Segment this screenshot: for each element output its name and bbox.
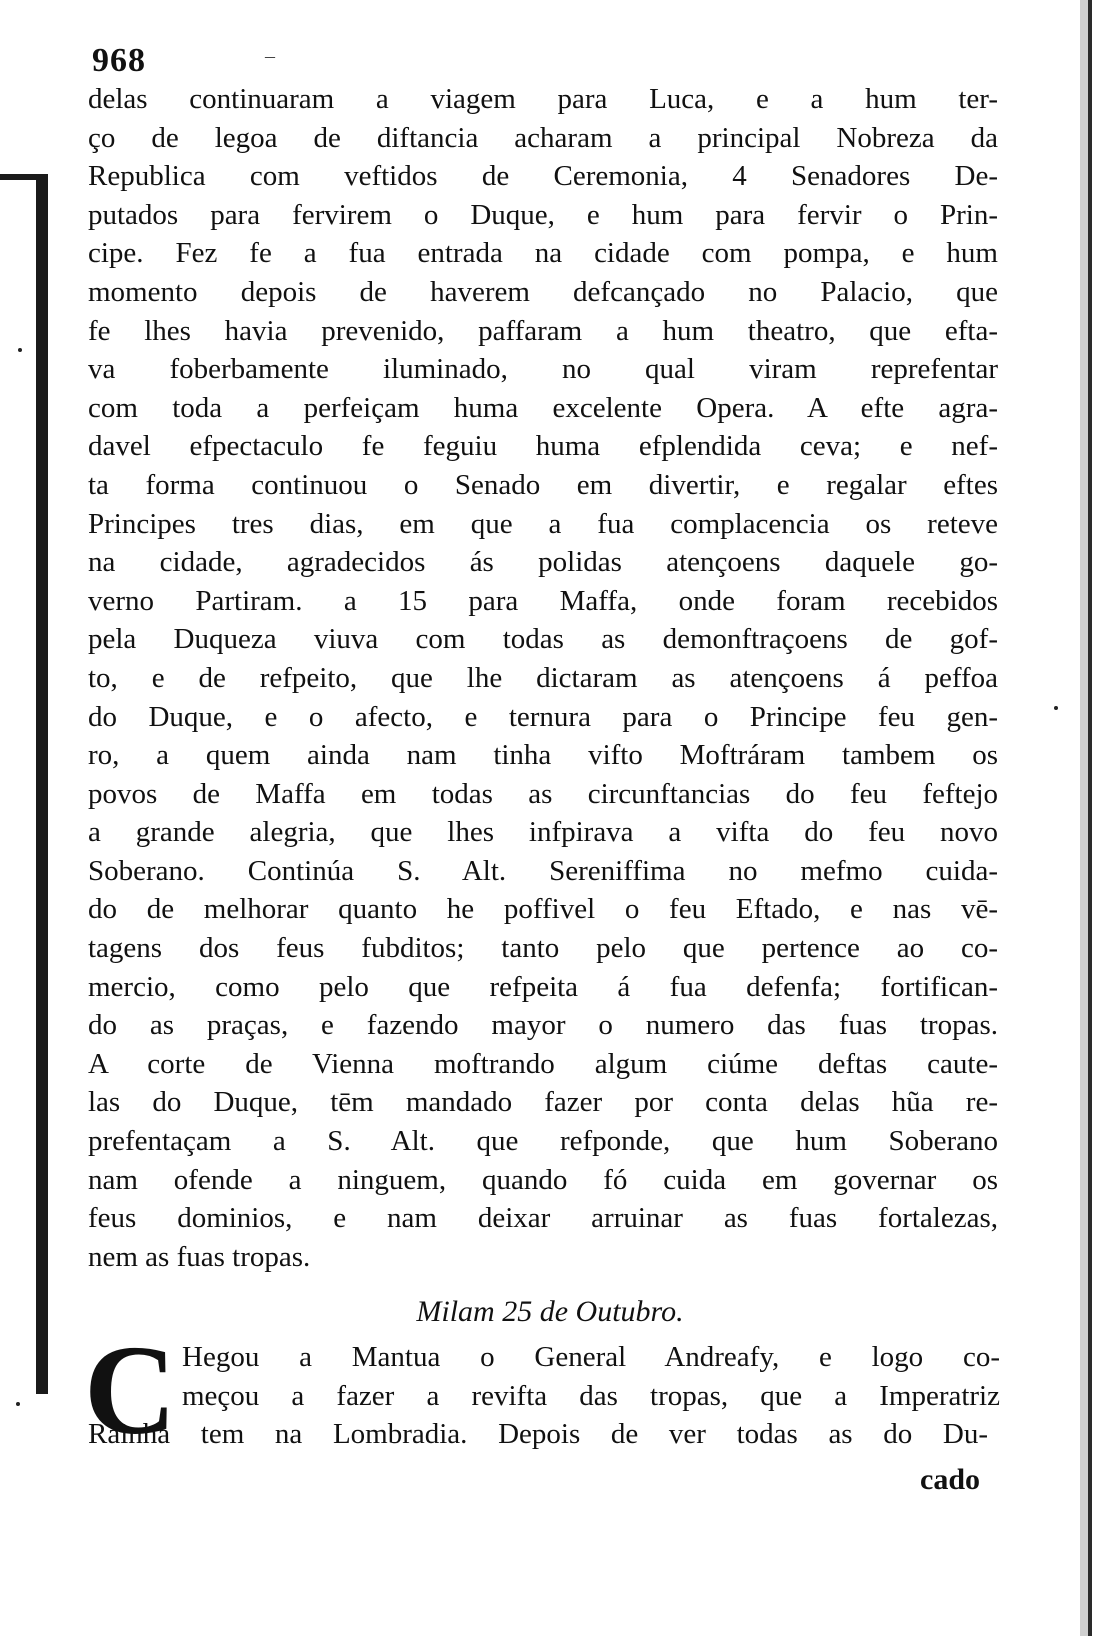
ink-speck xyxy=(16,1402,20,1406)
header-mark: – xyxy=(265,45,275,67)
text-line: putados para fervirem o Duque, e hum para fervir o Prin- xyxy=(88,198,998,231)
section-text xyxy=(88,1338,1000,1454)
text-line: A corte de Vienna moftrando algum ciúme deftas caute- xyxy=(88,1047,998,1080)
text-line: momento depois de haverem defcançado no Palacio, que xyxy=(88,275,998,308)
page-number: 968 xyxy=(92,42,146,79)
drop-cap: C xyxy=(84,1319,177,1461)
text-line: do as praças, e fazendo mayor o numero das fuas tropas. xyxy=(88,1009,998,1042)
binding-edge-left xyxy=(36,176,48,1394)
binding-edge-right xyxy=(1088,0,1092,1636)
text-line: nam ofende a ninguem, quando fó cuida em governar os xyxy=(88,1163,998,1196)
text-line: cipe. Fez fe a fua entrada na cidade com pompa, e hum xyxy=(88,237,998,270)
ink-speck xyxy=(18,348,22,352)
text-line: Soberano. Continúa S. Alt. Sereniffima no mefmo cuida- xyxy=(88,854,998,887)
text-line: ta forma continuou o Senado em divertir, e regalar eftes xyxy=(88,468,998,501)
text-line: do de melhorar quanto he poffivel o feu Eftado, e nas vē- xyxy=(88,893,998,926)
section-line: Hegou a Mantua o General Andreafy, e logo co- xyxy=(182,1341,1000,1373)
ink-speck xyxy=(1054,706,1058,710)
text-line: a grande alegria, que lhes infpirava a vifta do feu novo xyxy=(88,816,998,849)
text-line: Republica com veftidos de Ceremonia, 4 Senadores De- xyxy=(88,160,998,193)
text-line: verno Partiram. a 15 para Maffa, onde foram recebidos xyxy=(88,584,998,617)
text-line: na cidade, agradecidos ás polidas atençoens daquele go- xyxy=(88,546,998,579)
text-line: ro, a quem ainda nam tinha vifto Moftráram tambem os xyxy=(88,739,998,772)
text-line: tagens dos feus fubditos; tanto pelo que pertence ao co- xyxy=(88,932,998,965)
page-edge-shadow xyxy=(1080,0,1088,1636)
catchword: cado xyxy=(920,1463,980,1496)
text-line: feus dominios, e nam deixar arruinar as fuas fortalezas, xyxy=(88,1202,998,1235)
text-line: davel efpectaculo fe feguiu huma efplendida ceva; e nef- xyxy=(88,430,998,463)
section-line: meçou a fazer a revifta das tropas, que a Imperatriz xyxy=(182,1379,1000,1412)
text-line: to, e de refpeito, que lhe dictaram as atençoens á peffoa xyxy=(88,661,998,694)
text-line: nem as fuas tropas. xyxy=(88,1240,311,1273)
text-line: ço de legoa de diftancia acharam a principal Nobreza da xyxy=(88,121,998,154)
section-line: Rainha tem na Lombradia. Depois de ver todas as do Du- xyxy=(88,1418,988,1451)
text-line: prefentaçam a S. Alt. que refponde, que hum Soberano xyxy=(88,1125,998,1158)
text-line: delas continuaram a viagem para Luca, e a hum ter- xyxy=(88,83,998,115)
text-line: do Duque, e o afecto, e ternura para o Principe feu gen- xyxy=(88,700,998,733)
text-line: Principes tres dias, em que a fua complacencia os reteve xyxy=(88,507,998,540)
text-line: mercio, como pelo que refpeita á fua defenfa; fortifican- xyxy=(88,970,998,1003)
text-line: va foberbamente iluminado, no qual viram reprefentar xyxy=(88,353,998,386)
text-line: las do Duque, tēm mandado fazer por conta delas hũa re- xyxy=(88,1086,998,1119)
text-line: com toda a perfeiçam huma excelente Opera. A efte agra- xyxy=(88,391,998,424)
body-text xyxy=(88,80,998,1276)
dateline: Milam 25 de Outubro. xyxy=(416,1295,684,1328)
text-line: pela Duqueza viuva com todas as demonftraçoens de gof- xyxy=(88,623,998,656)
text-line: fe lhes havia prevenido, paffaram a hum theatro, que efta- xyxy=(88,314,998,347)
text-line: povos de Maffa em todas as circunftancias do feu feftejo xyxy=(88,777,998,810)
